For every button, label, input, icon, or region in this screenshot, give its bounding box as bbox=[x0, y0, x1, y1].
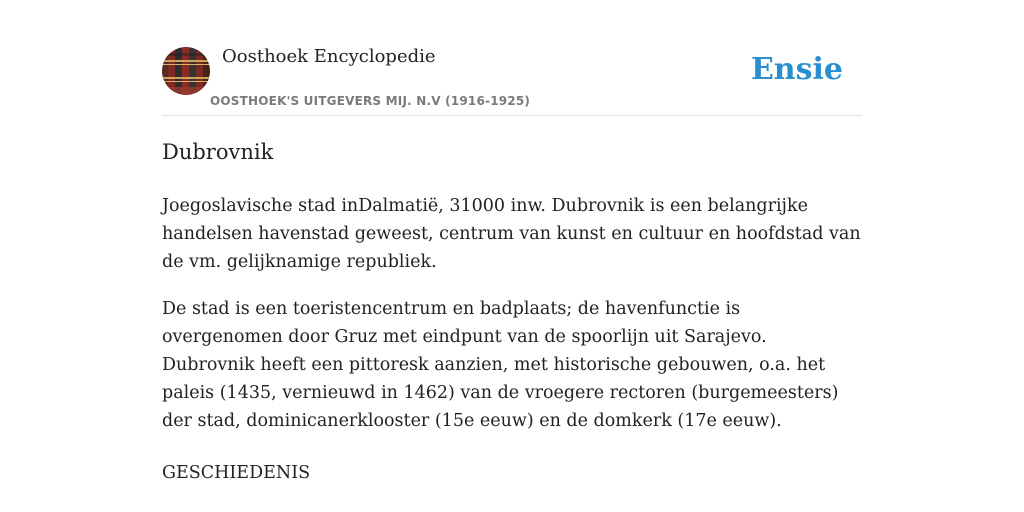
source-subtitle: OOSTHOEK'S UITGEVERS MIJ. N.V (1916-1925) bbox=[210, 94, 531, 108]
source-header bbox=[162, 0, 862, 116]
encyclopedia-books-icon[interactable] bbox=[162, 47, 210, 95]
section-heading: GESCHIEDENIS bbox=[162, 463, 311, 483]
article-paragraph: Joegoslavische stad inDalmatië, 31000 inw. Dubrovnik is een belangrijke handelsen havenstad geweest, centrum van kunst en cultuur en hoofdstad van de vm. gelijknamige republiek. bbox=[162, 196, 861, 272]
article-paragraph: De stad is een toeristencentrum en badplaats; de havenfunctie is overgenomen door Gruz met eindpunt van de spoorlijn uit Sarajevo. Dubrovnik heeft een pittoresk aanzien, met historische gebouwen, o.a. het paleis (1435, vernieuwd in 1462) van de vroegere rectoren (burgemeesters) der stad, dominicanerklooster (15e eeuw) en de domkerk (17e eeuw). bbox=[162, 299, 839, 431]
article-page bbox=[162, 0, 862, 512]
source-title[interactable]: Oosthoek Encyclopedie bbox=[222, 46, 436, 67]
article-title: Dubrovnik bbox=[162, 140, 274, 164]
brand-logo[interactable]: Ensie bbox=[750, 52, 843, 87]
